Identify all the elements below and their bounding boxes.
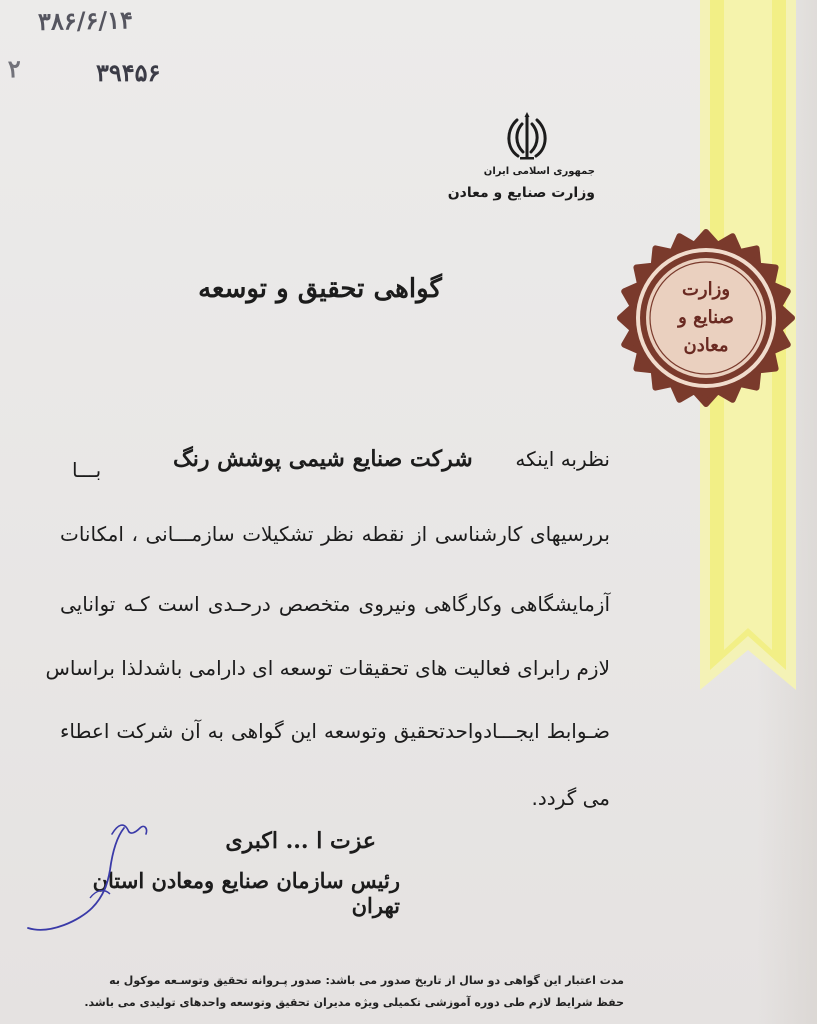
handwritten-signature: [20, 810, 220, 940]
seal-line-2: صنایع و: [678, 307, 734, 328]
body-line-3: آزمایشگاهی وکارگاهی ونیروی متخصص درحـدی است کـه توانایی: [60, 592, 610, 616]
body-intro: نظربه اینکه: [515, 447, 610, 471]
certificate-title: گواهی تحقیق و توسعه: [198, 274, 442, 304]
body-line-4: لازم رابرای فعالیت های تحقیقات توسعه ای دارامی باشدلذا براساس: [45, 656, 610, 680]
signatory-name: عزت ا ... اکبری: [225, 828, 376, 854]
seal-label: [616, 228, 796, 408]
body-line-5: ضـوابط ایجـــادواحدتحقیق وتوسعه این گواهی به آن شرکت اعطاء: [60, 719, 610, 743]
footer-line-2: حفظ شرایط لازم طی دوره آموزشی تکمیلی ویژه مدیران تحقیق وتوسعه واحدهای تولیدی می باشد.: [84, 996, 624, 1009]
government-name: جمهوری اسلامی ایران: [483, 166, 595, 177]
footer-line-1: مدت اعتبار این گواهی دو سال از تاریخ صدور می باشد: صدور پـروانه تحقیق وتوسـعه موکول به: [109, 974, 624, 987]
body-with: بـــا: [72, 458, 102, 482]
date-stamp: ۳۸۶/۶/۱۴: [37, 5, 134, 36]
stamp-number-left: ۲: [7, 53, 22, 84]
company-name: شرکت صنایع شیمی پوشش رنگ: [173, 446, 473, 472]
seal-line-3: معادن: [683, 335, 729, 356]
ministry-name: وزارت صنایع و معادن: [447, 185, 595, 201]
seal-line-1: وزارت: [681, 279, 731, 300]
registration-number: ۳۹۴۵۶: [96, 58, 161, 87]
body-line-2: بررسیهای کارشناسی از نقطه نظر تشکیلات سازمـــانی ، امکانات: [60, 522, 610, 546]
body-line-6: می گردد.: [531, 786, 610, 810]
signatory-title: رئیس سازمان صنایع ومعادن استان تهران: [92, 868, 400, 918]
footer-note: [64, 970, 624, 1014]
